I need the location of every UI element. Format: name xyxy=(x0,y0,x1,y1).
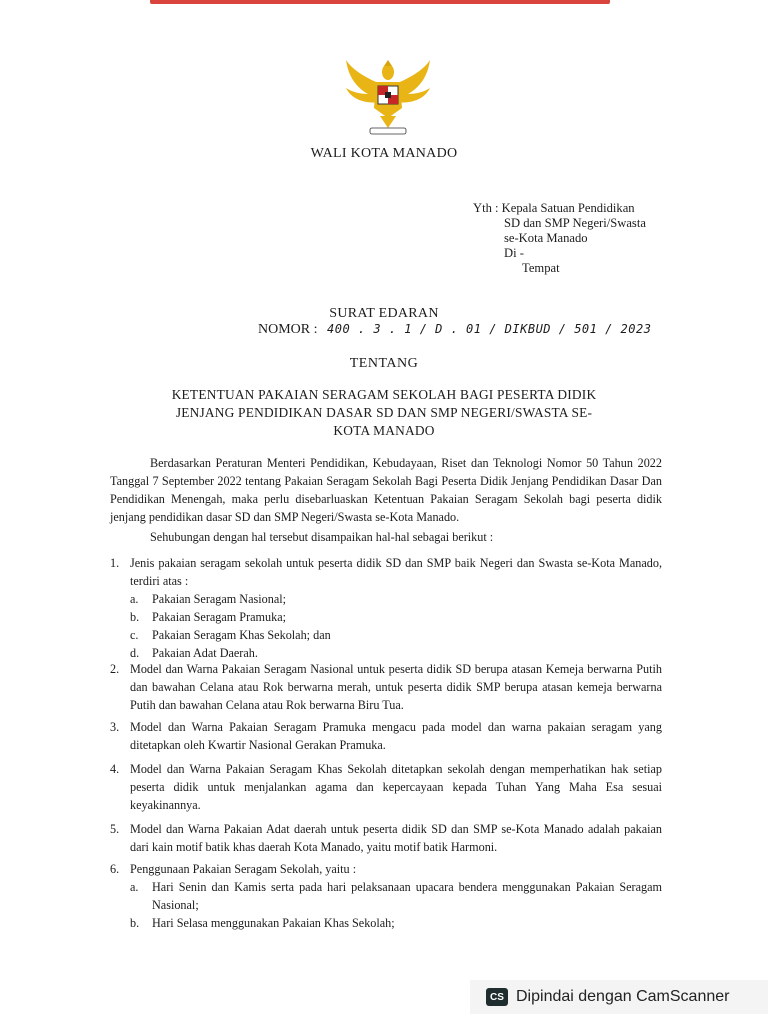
intro-paragraph: Berdasarkan Peraturan Menteri Pendidikan, Kebudayaan, Riset dan Teknologi Nomor 50 Tahun 2022 Tanggal 7 September 2022 tentang Pakaian Seragam Sekolah Bagi Peserta Didik Jenjang Pendidikan Dasar Dan Pendidikan Menengah, maka perlu disebarluaskan Ketentuan Pakaian Seragam Sekolah bagi peserta didik jenjang pendidikan dasar SD dan SMP Negeri/Swasta se-Kota Manado. xyxy=(110,456,662,524)
address-line-5: Tempat xyxy=(522,261,560,275)
list-item-1 xyxy=(110,554,662,662)
subject-line-3: KOTA MANADO xyxy=(333,423,435,438)
camscanner-logo-icon: CS xyxy=(486,988,508,1006)
list-item-3 xyxy=(110,718,662,754)
list-item-text: Jenis pakaian seragam sekolah untuk peserta didik SD dan SMP baik Negeri dan Swasta se-Kota Manado, terdiri atas : xyxy=(130,556,662,588)
list-item-number: 3. xyxy=(110,720,120,734)
letter-number-label: NOMOR : xyxy=(258,322,318,337)
list-item-5 xyxy=(110,820,662,856)
address-line-1: Yth : Kepala Satuan Pendidikan xyxy=(473,201,635,215)
sub-item-b: b. Hari Selasa menggunakan Pakaian Khas Sekolah; xyxy=(130,916,395,930)
garuda-emblem-icon xyxy=(340,56,436,136)
list-item-number: 2. xyxy=(110,662,120,676)
letter-number-value: 400 . 3 . 1 / D . 01 / DIKBUD / 501 / 2023 xyxy=(327,322,652,336)
list-item-number: 4. xyxy=(110,762,120,776)
letter-subject xyxy=(0,386,768,440)
letter-number xyxy=(258,322,651,338)
sub-item-c: c. Pakaian Seragam Khas Sekolah; dan xyxy=(130,628,331,642)
subject-line-1: KETENTUAN PAKAIAN SERAGAM SEKOLAH BAGI PESERTA DIDIK xyxy=(171,387,597,402)
list-item-number: 6. xyxy=(110,862,120,876)
scanner-watermark xyxy=(470,980,768,1014)
list-item-4 xyxy=(110,760,662,814)
list-item-2 xyxy=(110,660,662,714)
list-item-text: Model dan Warna Pakaian Seragam Pramuka mengacu pada model dan warna pakaian seragam yang ditetapkan oleh Kwartir Nasional Gerakan Pramuka. xyxy=(130,720,662,752)
transition-paragraph: Sehubungan dengan hal tersebut disampaikan hal-hal sebagai berikut : xyxy=(150,530,494,544)
recipient-address xyxy=(473,201,646,276)
list-item-text: Model dan Warna Pakaian Adat daerah untuk peserta didik SD dan SMP se-Kota Manado adalah pakaian dari kain motif batik khas daerah Kota Manado, yaitu motif batik Harmoni. xyxy=(130,822,662,854)
about-heading: TENTANG xyxy=(349,356,419,371)
letter-type: SURAT EDARAN xyxy=(329,306,439,321)
list-item-text: Model dan Warna Pakaian Seragam Nasional untuk peserta didik SD berupa atasan Kemeja berwarna Putih dan bawahan Celana atau Rok berwarna merah, untuk peserta didik SMP berupa atasan kemeja berwarna Putih dan bawahan Celana atau Rok berwarna Biru Tua. xyxy=(130,662,662,712)
subject-line-2: JENJANG PENDIDIKAN DASAR SD DAN SMP NEGERI/SWASTA SE- xyxy=(175,405,593,420)
address-line-3: se-Kota Manado xyxy=(504,231,588,245)
list-item-text: Model dan Warna Pakaian Seragam Khas Sekolah ditetapkan sekolah dengan memperhatikan hak setiap peserta didik untuk menjalankan agama dan kepercayaan kepada Tuhan Yang Maha Esa sesuai keyakinannya. xyxy=(130,762,662,812)
scanner-label: Dipindai dengan CamScanner xyxy=(516,988,730,1005)
address-line-2: SD dan SMP Negeri/Swasta xyxy=(504,216,646,230)
list-item-number: 1. xyxy=(110,556,120,570)
list-item-number: 5. xyxy=(110,822,120,836)
sub-item-a: a. Hari Senin dan Kamis serta pada hari pelaksanaan upacara bendera menggunakan Pakaian Seragam Nasional; xyxy=(130,880,662,912)
list-item-text: Penggunaan Pakaian Seragam Sekolah, yaitu : xyxy=(130,862,357,876)
list-item-6 xyxy=(110,860,662,932)
sub-item-b: b. Pakaian Seragam Pramuka; xyxy=(130,610,287,624)
address-line-4: Di - xyxy=(504,246,524,260)
issuer-title: WALI KOTA MANADO xyxy=(310,146,458,161)
sub-item-d: d. Pakaian Adat Daerah. xyxy=(130,646,258,660)
top-red-rule xyxy=(150,0,610,4)
sub-item-a: a. Pakaian Seragam Nasional; xyxy=(130,592,287,606)
